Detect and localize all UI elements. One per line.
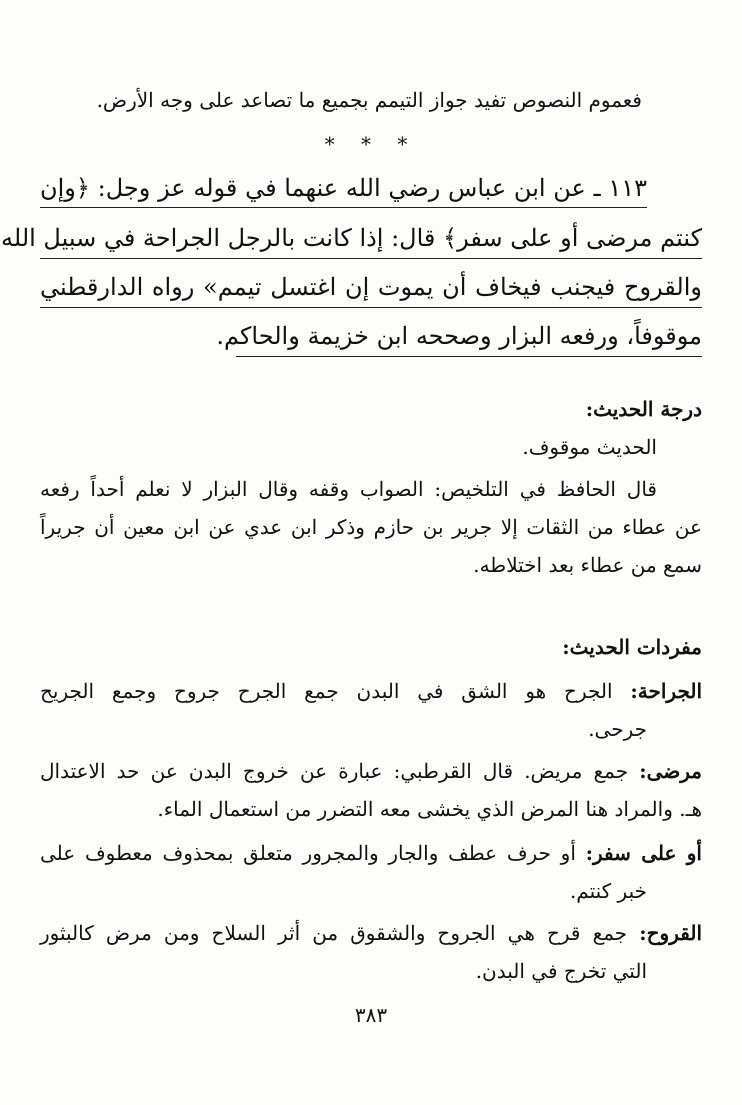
term-jiraha: الجراحة: [630, 679, 703, 703]
hadith-line-2: كنتم مرضى أو على سفر﴾ قال: إذا كانت بالرجل الجراحة في سبيل الله [1, 224, 702, 252]
vocab-heading: مفردات الحديث: [562, 635, 702, 659]
grade-line-3: سمع من عطاء بعد اختلاطه. [473, 553, 702, 577]
term-qurooh: القروح: [639, 921, 703, 945]
hadith-line-3: والقروح فيجنب فيخاف أن يموت إن اغتسل تيمم» رواه الدارقطني [40, 273, 703, 301]
grade-heading: درجة الحديث: [585, 397, 702, 421]
page-number: ٣٨٣ [354, 1003, 388, 1027]
grade-status: الحديث موقوف. [522, 435, 657, 459]
definition-jiraha: الجرح هو الشق في البدن جمع الجرح جروح وجمع الجريح [40, 679, 613, 703]
underline-4 [236, 356, 702, 357]
term-safar: أو على سفر: [585, 841, 702, 865]
grade-line-1: قال الحافظ في التلخيص: الصواب وقفه وقال البزار لا نعلم أحداً رفعه [40, 477, 657, 501]
vocab-marda-line-2: هـ. والمراد هنا المرض الذي يخشى معه التضرر من استعمال الماء. [157, 797, 702, 821]
vocab-marda-line-1 [40, 756, 702, 786]
section-separator: * * * [324, 132, 418, 156]
term-marda: مرضى: [639, 759, 702, 783]
definition-safar: أو حرف عطف والجار والمجرور متعلق بمحذوف معطوف على [40, 841, 576, 865]
vocab-safar-line-2: خبر كنتم. [569, 879, 647, 903]
grade-line-2: عن عطاء من الثقات إلا جرير بن حازم وذكر ابن عدي عن ابن معين أن جريراً [40, 515, 702, 539]
definition-qurooh: جمع قرح هي الجروح والشقوق من أثر السلاح ومن مرض كالبثور [40, 921, 628, 945]
vocab-safar-line-1 [40, 838, 702, 868]
hadith-line-1: ١١٣ ـ عن ابن عباس رضي الله عنهما في قوله عز وجل: ﴿وإن [40, 174, 647, 202]
hadith-line-4: موقوفاً، ورفعه البزار وصححه ابن خزيمة والحاكم. [216, 322, 702, 350]
vocab-qurooh-line-2: التي تخرج في البدن. [475, 959, 647, 983]
vocab-jiraha-line-1 [40, 676, 702, 706]
underline-3 [40, 307, 702, 308]
vocab-qurooh-line-1 [40, 918, 702, 948]
underline-1 [40, 207, 647, 208]
underline-2 [40, 258, 702, 259]
vocab-jiraha-line-2: جرحى. [588, 717, 647, 741]
intro-line: فعموم النصوص تفيد جواز التيمم بجميع ما تصاعد على وجه الأرض. [96, 88, 642, 112]
definition-marda: جمع مريض. قال القرطبي: عبارة عن خروج البدن عن حد الاعتدال [40, 759, 629, 783]
